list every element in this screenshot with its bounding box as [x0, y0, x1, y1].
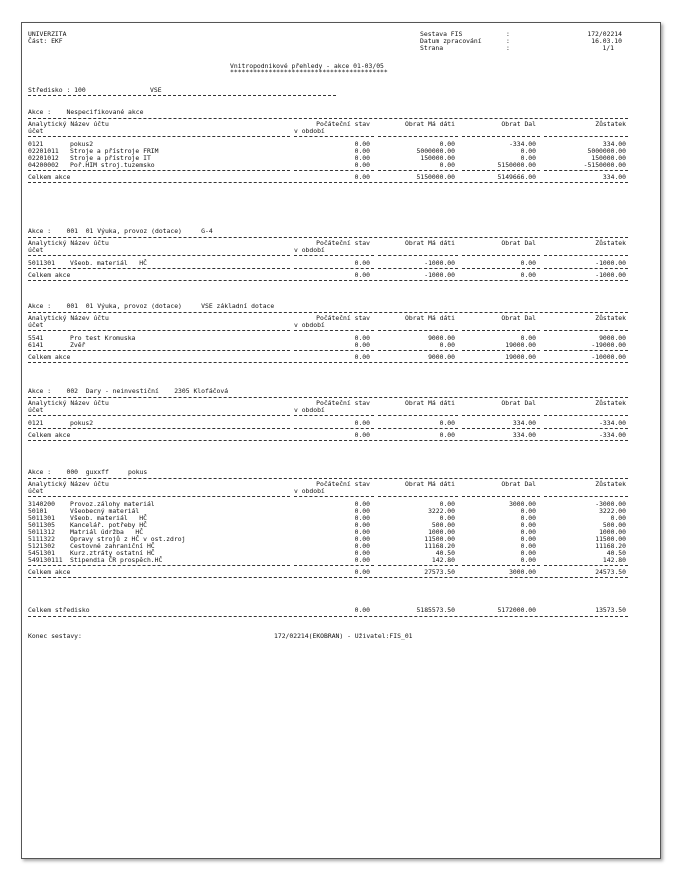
col-header-debit: Obrat Má dáti [404, 120, 455, 128]
row-opening: 0.00 [354, 334, 370, 342]
col-header-debit: Obrat Má dáti [404, 399, 455, 407]
row-balance: 40.50 [606, 549, 626, 557]
section-end [28, 182, 628, 183]
header-divider [378, 136, 458, 137]
row-account: 0121 [28, 419, 44, 427]
total-opening: 0.00 [354, 431, 370, 439]
divider [28, 95, 336, 96]
meta-colon: : [506, 44, 510, 52]
total-debit: 5150000.00 [416, 173, 455, 181]
row-balance: -19000.00 [591, 341, 626, 349]
total-divider [544, 428, 628, 429]
row-credit: 0.00 [520, 154, 536, 162]
col-header-credit: Obrat Dal [501, 314, 536, 322]
row-debit: 3222.00 [428, 507, 455, 515]
report-end-info: 172/02214(EKOBRAN) - Uživatel:FIS_01 [274, 632, 413, 640]
header-divider [378, 255, 458, 256]
row-opening: 0.00 [354, 535, 370, 543]
total-balance: -334.00 [599, 431, 626, 439]
row-account: 5451301 [28, 549, 55, 557]
header-divider [462, 415, 540, 416]
row-balance: 0.00 [610, 514, 626, 522]
row-balance: 334.00 [602, 140, 626, 148]
row-opening: 0.00 [354, 556, 370, 564]
row-credit: 3000.00 [509, 500, 536, 508]
row-name: Matriál údržba HČ [70, 528, 144, 536]
row-credit: 0.00 [520, 514, 536, 522]
col-header-opening: Počáteční stav [316, 314, 370, 322]
total-opening: 0.00 [354, 173, 370, 181]
col-header-account: Analytický Název účtu [28, 314, 109, 322]
total-balance: -1000.00 [595, 271, 626, 279]
meta-label-report: Sestava FIS [420, 30, 463, 38]
row-balance: 9000.00 [599, 334, 626, 342]
total-label: Celkem akce [28, 568, 71, 576]
header-divider [294, 255, 374, 256]
total-balance: 334.00 [602, 173, 626, 181]
col-header-credit: Obrat Dal [501, 480, 536, 488]
total-opening: 0.00 [354, 271, 370, 279]
col-header-credit: Obrat Dal [501, 120, 536, 128]
total-label: Celkem akce [28, 173, 71, 181]
row-name: Všeob. materiál HČ [70, 259, 147, 267]
meta-label-page: Strana [420, 44, 444, 52]
row-opening: 0.00 [354, 154, 370, 162]
total-debit: -1000.00 [424, 271, 455, 279]
col-header-opening: Počáteční stav [316, 399, 370, 407]
row-credit: 0.00 [520, 542, 536, 550]
col-header-balance: Zůstatek [595, 399, 626, 407]
header-divider [544, 255, 628, 256]
row-account: 02201012 [28, 154, 59, 162]
total-debit: 0.00 [439, 431, 455, 439]
org-name: UNIVERZITA [28, 30, 67, 38]
row-debit: 0.00 [439, 161, 455, 169]
row-account: 5011305 [28, 521, 55, 529]
row-debit: 5000000.00 [416, 147, 455, 155]
row-credit: 0.00 [520, 259, 536, 267]
row-account: 04200002 [28, 161, 59, 169]
col-header-debit: Obrat Má dáti [404, 480, 455, 488]
total-credit: 334.00 [512, 431, 536, 439]
row-name: Všeobecný materiál [70, 507, 140, 515]
row-balance: -334.00 [599, 419, 626, 427]
col-header-account-2: účet [28, 487, 44, 495]
row-balance: 150000.00 [591, 154, 626, 162]
header-divider [28, 136, 290, 137]
col-header-opening: Počáteční stav [316, 480, 370, 488]
grand-total-opening: 0.00 [354, 606, 370, 614]
header-divider [544, 415, 628, 416]
row-debit: 0.00 [439, 140, 455, 148]
row-debit: -1000.00 [424, 259, 455, 267]
total-divider [462, 565, 540, 566]
col-header-opening: Počáteční stav [316, 120, 370, 128]
total-divider [544, 350, 628, 351]
row-account: 02201011 [28, 147, 59, 155]
meta-colon: : [506, 37, 510, 45]
total-divider [544, 170, 628, 171]
row-account: 6141 [28, 341, 44, 349]
row-name: Zvěř [70, 341, 86, 349]
row-opening: 0.00 [354, 419, 370, 427]
row-debit: 9000.00 [428, 334, 455, 342]
grand-total-debit: 5185573.50 [416, 606, 455, 614]
total-divider [378, 268, 458, 269]
total-divider [28, 268, 290, 269]
row-debit: 150000.00 [420, 154, 455, 162]
row-opening: 0.00 [354, 549, 370, 557]
col-header-period: v období [294, 127, 325, 135]
row-account: 50101 [28, 507, 48, 515]
row-account: 5011301 [28, 259, 55, 267]
col-header-debit: Obrat Má dáti [404, 239, 455, 247]
row-name: Pro test Kromuska [70, 334, 136, 342]
total-divider [462, 268, 540, 269]
total-divider [378, 170, 458, 171]
col-header-period: v období [294, 406, 325, 414]
row-account: 0121 [28, 140, 44, 148]
row-name: Cestovné zahraniční HČ [70, 542, 155, 550]
total-divider [462, 428, 540, 429]
total-divider [294, 428, 374, 429]
grand-total-divider [28, 616, 628, 617]
section-divider [28, 478, 628, 479]
col-header-account-2: účet [28, 321, 44, 329]
header-divider [294, 136, 374, 137]
col-header-account: Analytický Název účtu [28, 399, 109, 407]
row-account: 5011312 [28, 528, 55, 536]
row-credit: 0.00 [520, 507, 536, 515]
col-header-account-2: účet [28, 406, 44, 414]
section-end [28, 440, 628, 441]
header-divider [294, 330, 374, 331]
header-divider [462, 255, 540, 256]
total-credit: 5149666.00 [497, 173, 536, 181]
row-account: 5011301 [28, 514, 55, 522]
total-divider [462, 350, 540, 351]
org-part: Část: EKF [28, 37, 63, 45]
row-name: Provoz.zálohy materiál [70, 500, 155, 508]
meta-colon: : [506, 30, 510, 38]
row-name: pokus2 [70, 419, 94, 427]
row-debit: 11500.00 [424, 535, 455, 543]
col-header-credit: Obrat Dal [501, 399, 536, 407]
row-credit: 0.00 [520, 549, 536, 557]
header-divider [294, 415, 374, 416]
total-divider [28, 350, 290, 351]
row-balance: 500.00 [602, 521, 626, 529]
row-opening: 0.00 [354, 521, 370, 529]
row-credit: 0.00 [520, 535, 536, 543]
row-account: 5541 [28, 334, 44, 342]
row-name: Všeob. materiál HČ [70, 514, 147, 522]
stredisko-name: VSE [150, 86, 162, 94]
total-divider [294, 565, 374, 566]
col-header-balance: Zůstatek [595, 480, 626, 488]
row-credit: 0.00 [520, 556, 536, 564]
row-credit: 0.00 [520, 528, 536, 536]
section-divider [28, 237, 628, 238]
report-end-label: Konec sestavy: [28, 632, 82, 640]
row-balance: -5150000.00 [583, 161, 626, 169]
total-divider [28, 428, 290, 429]
row-opening: 0.00 [354, 161, 370, 169]
section-heading: Akce : 002 Dary - neinvestiční 2305 Klofáčová [28, 387, 229, 395]
row-name: Stroje a přístroje FRIM [70, 147, 159, 155]
header-divider [378, 415, 458, 416]
row-credit: -334.00 [509, 140, 536, 148]
row-credit: 0.00 [520, 521, 536, 529]
section-heading: Akce : Nespecifikované akce [28, 108, 144, 116]
row-opening: 0.00 [354, 542, 370, 550]
total-divider [294, 350, 374, 351]
meta-value-page: 1/1 [602, 44, 614, 52]
row-opening: 0.00 [354, 140, 370, 148]
col-header-account-2: účet [28, 127, 44, 135]
section-heading: Akce : 001 01 Výuka, provoz (dotace) G-4 [28, 227, 213, 235]
col-header-account: Analytický Název účtu [28, 120, 109, 128]
total-debit: 27573.50 [424, 568, 455, 576]
row-credit: 5150000.00 [497, 161, 536, 169]
header-divider [294, 496, 374, 497]
row-name: Stipendia ČR prospěch.HČ [70, 556, 163, 564]
section-divider [28, 397, 628, 398]
col-header-period: v období [294, 321, 325, 329]
total-credit: 0.00 [520, 271, 536, 279]
row-debit: 0.00 [439, 419, 455, 427]
header-divider [378, 330, 458, 331]
col-header-account-2: účet [28, 246, 44, 254]
row-balance: 11500.00 [595, 535, 626, 543]
meta-value-date: 16.03.10 [591, 37, 622, 45]
row-balance: 11168.20 [595, 542, 626, 550]
header-divider [28, 415, 290, 416]
section-divider [28, 118, 628, 119]
grand-total-label: Celkem středisko [28, 606, 90, 614]
col-header-period: v období [294, 487, 325, 495]
col-header-debit: Obrat Má dáti [404, 314, 455, 322]
total-opening: 0.00 [354, 568, 370, 576]
col-header-opening: Počáteční stav [316, 239, 370, 247]
section-heading: Akce : 001 01 Výuka, provoz (dotace) VSE základní dotace [28, 302, 275, 310]
total-opening: 0.00 [354, 353, 370, 361]
total-divider [378, 428, 458, 429]
row-name: Stroje a přístroje IT [70, 154, 151, 162]
section-end [28, 577, 628, 578]
total-credit: 3000.00 [509, 568, 536, 576]
row-balance: -3000.00 [595, 500, 626, 508]
header-divider [462, 496, 540, 497]
section-end [28, 362, 628, 363]
row-account: 5111322 [28, 535, 55, 543]
row-account: 5121302 [28, 542, 55, 550]
col-header-period: v období [294, 246, 325, 254]
row-balance: 3222.00 [599, 507, 626, 515]
total-balance: 24573.50 [595, 568, 626, 576]
row-name: Opravy strojů z HČ v ost.zdroj [70, 535, 186, 543]
total-divider [294, 268, 374, 269]
row-balance: 142.80 [602, 556, 626, 564]
row-opening: 0.00 [354, 500, 370, 508]
header-divider [544, 330, 628, 331]
row-debit: 0.00 [439, 341, 455, 349]
row-debit: 0.00 [439, 514, 455, 522]
meta-label-date: Datum zpracování [420, 37, 482, 45]
row-balance: 1000.00 [599, 528, 626, 536]
col-header-account: Analytický Název účtu [28, 480, 109, 488]
row-name: pokus2 [70, 140, 94, 148]
total-label: Celkem akce [28, 353, 71, 361]
total-credit: 19000.00 [505, 353, 536, 361]
total-debit: 9000.00 [428, 353, 455, 361]
row-debit: 1000.00 [428, 528, 455, 536]
total-divider [462, 170, 540, 171]
total-divider [544, 268, 628, 269]
row-opening: 0.00 [354, 147, 370, 155]
total-label: Celkem akce [28, 431, 71, 439]
row-debit: 40.50 [435, 549, 455, 557]
row-credit: 334.00 [512, 419, 536, 427]
row-credit: 0.00 [520, 334, 536, 342]
row-account: 549130111 [28, 556, 63, 564]
row-debit: 0.00 [439, 500, 455, 508]
report-title-underline: ***************************************** [230, 68, 388, 76]
row-debit: 11168.20 [424, 542, 455, 550]
row-opening: 0.00 [354, 341, 370, 349]
grand-total-balance: 13573.50 [595, 606, 626, 614]
header-divider [462, 330, 540, 331]
section-divider [28, 312, 628, 313]
stredisko-label: Středisko : 100 [28, 86, 86, 94]
row-credit: 0.00 [520, 147, 536, 155]
col-header-balance: Zůstatek [595, 120, 626, 128]
col-header-account: Analytický Název účtu [28, 239, 109, 247]
total-label: Celkem akce [28, 271, 71, 279]
section-heading: Akce : 000 guxxff pokus [28, 468, 148, 476]
row-name: Kancelář. potřeby HČ [70, 521, 147, 529]
col-header-credit: Obrat Dal [501, 239, 536, 247]
total-divider [544, 565, 628, 566]
total-divider [28, 565, 290, 566]
col-header-balance: Zůstatek [595, 239, 626, 247]
meta-value-report: 172/02214 [587, 30, 622, 38]
row-credit: 19000.00 [505, 341, 536, 349]
total-balance: -10000.00 [591, 353, 626, 361]
row-balance: -1000.00 [595, 259, 626, 267]
header-divider [28, 330, 290, 331]
total-divider [294, 170, 374, 171]
row-debit: 142.80 [431, 556, 455, 564]
header-divider [28, 255, 290, 256]
header-divider [378, 496, 458, 497]
report-title: Vnitropodnikové přehledy - akce 01-03/05 [230, 62, 384, 70]
row-opening: 0.00 [354, 528, 370, 536]
grand-total-credit: 5172000.00 [497, 606, 536, 614]
report-page [21, 22, 661, 859]
header-divider [544, 136, 628, 137]
col-header-balance: Zůstatek [595, 314, 626, 322]
header-divider [462, 136, 540, 137]
row-balance: 5000000.00 [587, 147, 626, 155]
total-divider [378, 350, 458, 351]
row-debit: 500.00 [431, 521, 455, 529]
header-divider [544, 496, 628, 497]
row-name: Kurz.ztráty ostatní HČ [70, 549, 155, 557]
header-divider [28, 496, 290, 497]
total-divider [28, 170, 290, 171]
section-end [28, 280, 628, 281]
row-opening: 0.00 [354, 259, 370, 267]
total-divider [378, 565, 458, 566]
row-name: Poř.HIM stroj.tuzemsko [70, 161, 155, 169]
row-account: 3140200 [28, 500, 55, 508]
row-opening: 0.00 [354, 507, 370, 515]
row-opening: 0.00 [354, 514, 370, 522]
